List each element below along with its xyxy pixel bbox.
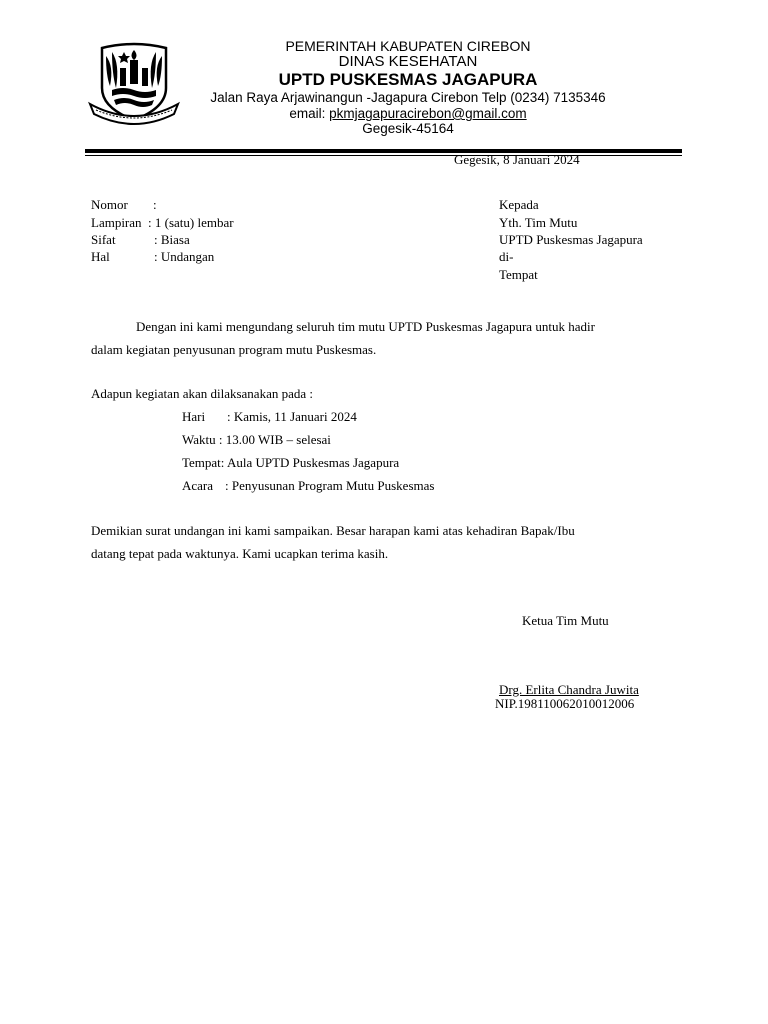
schedule-agenda-label: Acara: [182, 478, 214, 493]
intro-paragraph-line: Dengan ini kami mengundang seluruh tim mutu UPTD Puskesmas Jagapura untuk hadir: [136, 319, 595, 334]
recipient-line: Kepada: [499, 197, 539, 212]
meta-hal-label: Hal: [91, 249, 110, 264]
recipient-line: UPTD Puskesmas Jagapura: [499, 232, 643, 247]
intro-paragraph-line: dalam kegiatan penyusunan program mutu Puskesmas.: [91, 342, 377, 357]
letterhead-government: PEMERINTAH KABUPATEN CIREBON: [285, 38, 531, 54]
letterhead-divider-thin: [85, 155, 682, 156]
letterhead-address: Jalan Raya Arjawinangun -Jagapura Cirebon Telp (0234) 7135346: [210, 90, 606, 105]
letterhead-email-line: [130, 106, 686, 121]
letterhead-divider-thick: [85, 149, 682, 153]
meta-sifat-value: : Biasa: [154, 232, 190, 247]
signature-role: Ketua Tim Mutu: [522, 613, 609, 628]
schedule-day-label: Hari: [182, 409, 206, 424]
meta-nomor-label: Nomor: [91, 197, 128, 212]
meta-lampiran-label: Lampiran: [91, 215, 142, 230]
recipient-line: Tempat: [499, 267, 538, 282]
recipient-line: di-: [499, 249, 514, 264]
schedule-agenda-value: : Penyusunan Program Mutu Puskesmas: [225, 478, 435, 493]
meta-hal-value: : Undangan: [154, 249, 215, 264]
schedule-intro: Adapun kegiatan akan dilaksanakan pada :: [91, 386, 313, 401]
letter-date: Gegesik, 8 Januari 2024: [454, 152, 580, 167]
recipient-line: Yth. Tim Mutu: [499, 215, 578, 230]
email-label: email:: [289, 106, 330, 121]
closing-paragraph-line: Demikian surat undangan ini kami sampaikan. Besar harapan kami atas kehadiran Bapak/Ibu: [91, 523, 575, 538]
email-link[interactable]: pkmjagapuracirebon@gmail.com: [329, 106, 527, 121]
letterhead-department: DINAS KESEHATAN: [338, 53, 478, 70]
letterhead-city-postcode: Gegesik-45164: [362, 121, 454, 136]
meta-sifat-label: Sifat: [91, 232, 116, 247]
closing-paragraph-line: datang tepat pada waktunya. Kami ucapkan terima kasih.: [91, 546, 389, 561]
schedule-day-value: : Kamis, 11 Januari 2024: [227, 409, 357, 424]
letterhead-unit: UPTD PUSKESMAS JAGAPURA: [278, 70, 538, 89]
meta-lampiran-value: : 1 (satu) lembar: [148, 215, 234, 230]
signature-name: Drg. Erlita Chandra Juwita: [499, 682, 639, 697]
meta-nomor-value: :: [153, 197, 157, 212]
signature-nip: NIP.198110062010012006: [495, 696, 635, 711]
schedule-time: Waktu : 13.00 WIB – selesai: [182, 432, 331, 447]
schedule-place: Tempat: Aula UPTD Puskesmas Jagapura: [182, 455, 400, 470]
